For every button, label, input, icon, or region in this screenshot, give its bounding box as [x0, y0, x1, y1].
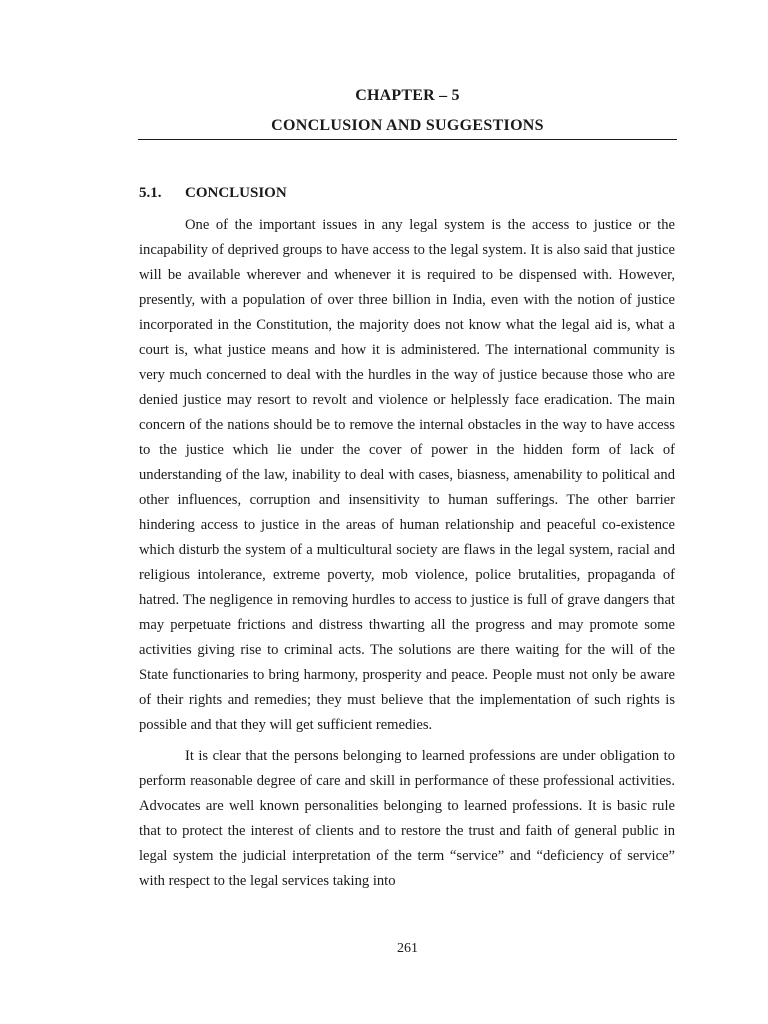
section-title: CONCLUSION: [185, 185, 287, 201]
chapter-title: CONCLUSION AND SUGGESTIONS: [271, 117, 544, 134]
paragraph: One of the important issues in any legal system is the access to justice or the incapability of deprived groups to have access to the legal system. It is also said that justice will be available wherever and whenever it is required to be dispensed with. However, presently, with a population of over three billion in India, even with the notion of justice incorporated in the Constitution, the majority does not know what the legal aid is, what a court is, what justice means and how it is administered. The international community is very much concerned to deal with the hurdles in the way of justice because those who are denied justice may resort to revolt and violence or helplessly face eradication. The main concern of the nations should be to remove the internal obstacles in the way to have access to the justice which lie under the cover of power in the hidden form of lack of understanding of the law, inability to deal with cases, biasness, amenability to political and other influences, corruption and insensitivity to human sufferings. The other barrier hindering access to justice in the areas of human relationship and peaceful co-existence which disturb the system of a multicultural society are flaws in the legal system, racial and religious intolerance, extreme poverty, mob violence, police brutalities, propaganda of hatred. The negligence in removing hurdles to access to justice is full of grave dangers that may perpetuate frictions and distress thwarting all the progress and may promote some activities giving rise to criminal acts. The solutions are there waiting for the will of the State functionaries to bring harmony, prosperity and peace. People must not only be aware of their rights and remedies; they must believe that the implementation of such rights is possible and that they will get sufficient remedies.: [139, 217, 675, 733]
title-underline: [138, 139, 677, 140]
section-number: 5.1.: [139, 185, 162, 201]
body-text: [139, 213, 675, 894]
page-number: 261: [397, 941, 418, 956]
chapter-number: CHAPTER – 5: [355, 87, 460, 104]
paragraph: It is clear that the persons belonging to learned professions are under obligation to perform reasonable degree of care and skill in performance of these professional activities. Advocates are well known personalities belonging to learned professions. It is basic rule that to protect the interest of clients and to restore the trust and faith of general public in legal system the judicial interpretation of the term “service” and “deficiency of service” with respect to the legal services taking into: [139, 748, 675, 889]
section-heading: [139, 185, 287, 202]
